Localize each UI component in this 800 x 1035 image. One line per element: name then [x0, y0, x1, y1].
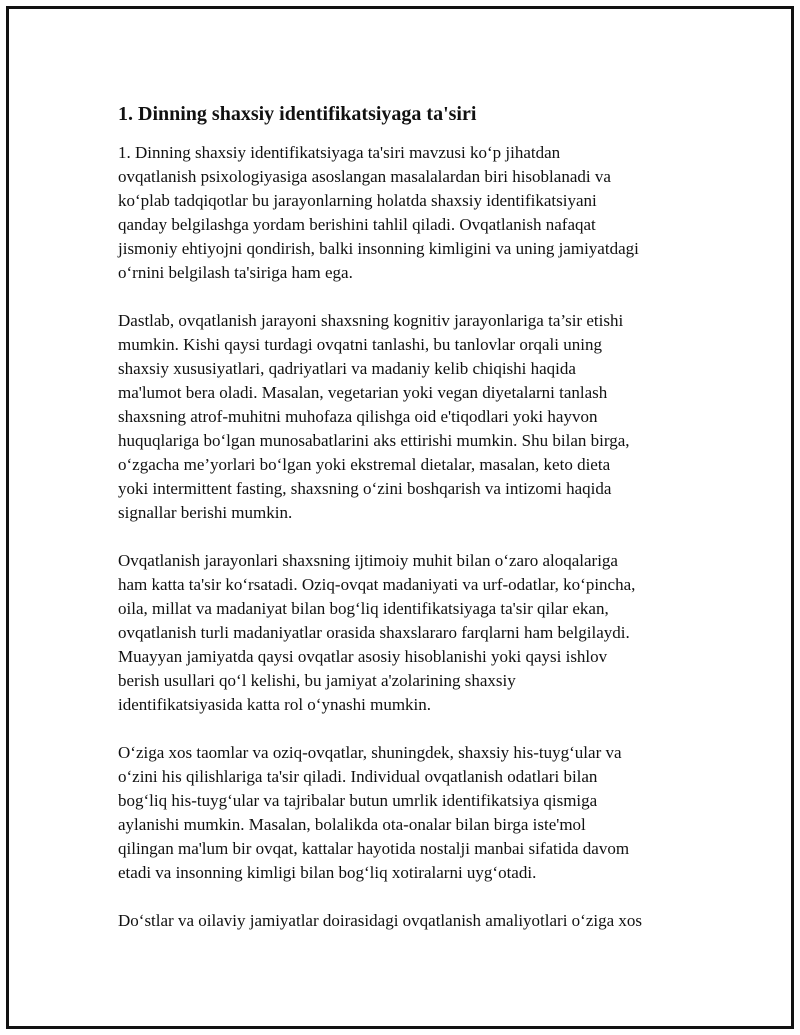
text-line: qanday belgilashga yordam berishini tahlil qiladi. Ovqatlanish nafaqat — [118, 215, 596, 234]
text-line: Muayyan jamiyatda qaysi ovqatlar asosiy hisoblanishi yoki qaysi ishlov — [118, 647, 608, 666]
paragraph-2 — [118, 309, 703, 525]
text-line: mumkin. Kishi qaysi turdagi ovqatni tanlashi, bu tanlovlar orqali uning — [118, 335, 602, 354]
document-body — [118, 100, 703, 957]
text-line: identifikatsiyasida katta rol o‘ynashi mumkin. — [118, 695, 432, 714]
text-line: shaxsning atrof-muhitni muhofaza qilishga oid e'tiqodlari yoki hayvon — [118, 407, 598, 426]
text-line: ham katta ta'sir ko‘rsatadi. Oziq-ovqat madaniyati va urf-odatlar, ko‘pincha, — [118, 575, 636, 594]
text-line: 1. Dinning shaxsiy identifikatsiyaga ta'siri mavzusi ko‘p jihatdan — [118, 143, 561, 162]
text-line: aylanishi mumkin. Masalan, bolalikda ota-onalar bilan birga iste'mol — [118, 815, 586, 834]
text-line: qilingan ma'lum bir ovqat, kattalar hayotida nostalji manbai sifatida davom — [118, 839, 630, 858]
text-line: bog‘liq his-tuyg‘ular va tajribalar butun umrlik identifikatsiya qismiga — [118, 791, 598, 810]
text-line: o‘rnini belgilash ta'siriga ham ega. — [118, 263, 353, 282]
text-line: ovqatlanish psixologiyasiga asoslangan masalalardan biri hisoblanadi va — [118, 167, 611, 186]
text-line: jismoniy ehtiyojni qondirish, balki insonning kimligini va uning jamiyatdagi — [118, 239, 639, 258]
text-line: Dastlab, ovqatlanish jarayoni shaxsning kognitiv jarayonlariga ta’sir etishi — [118, 311, 624, 330]
text-line: etadi va insonning kimligi bilan bog‘liq xotiralarni uyg‘otadi. — [118, 863, 537, 882]
text-line: shaxsiy xususiyatlari, qadriyatlari va madaniy kelib chiqishi haqida — [118, 359, 576, 378]
text-line: signallar berishi mumkin. — [118, 503, 293, 522]
text-line: oila, millat va madaniyat bilan bog‘liq identifikatsiyaga ta'sir qilar ekan, — [118, 599, 609, 618]
text-line: o‘zini his qilishlariga ta'sir qiladi. Individual ovqatlanish odatlari bilan — [118, 767, 598, 786]
paragraph-3 — [118, 549, 703, 717]
text-line: Ovqatlanish jarayonlari shaxsning ijtimoiy muhit bilan o‘zaro aloqalariga — [118, 551, 618, 570]
text-line: ovqatlanish turli madaniyatlar orasida shaxslararo farqlarni ham belgilaydi. — [118, 623, 630, 642]
text-line: o‘zgacha me’yorlari bo‘lgan yoki ekstremal dietalar, masalan, keto dieta — [118, 455, 611, 474]
paragraph-5 — [118, 909, 703, 933]
text-line: O‘ziga xos taomlar va oziq-ovqatlar, shuningdek, shaxsiy his-tuyg‘ular va — [118, 743, 622, 762]
page-frame — [6, 6, 794, 1029]
text-line: ko‘plab tadqiqotlar bu jarayonlarning holatda shaxsiy identifikatsiyani — [118, 191, 597, 210]
text-line: berish usullari qo‘l kelishi, bu jamiyat a'zolarining shaxsiy — [118, 671, 516, 690]
section-heading: 1. Dinning shaxsiy identifikatsiyaga ta'siri — [118, 103, 477, 125]
paragraph-4 — [118, 741, 703, 885]
text-line: huquqlariga bo‘lgan munosabatlarini aks ettirishi mumkin. Shu bilan birga, — [118, 431, 630, 450]
text-line: Do‘stlar va oilaviy jamiyatlar doirasidagi ovqatlanish amaliyotlari o‘ziga xos — [118, 911, 643, 930]
text-line: yoki intermittent fasting, shaxsning o‘zini boshqarish va intizomi haqida — [118, 479, 612, 498]
paragraph-1 — [118, 141, 703, 285]
text-line: ma'lumot bera oladi. Masalan, vegetarian yoki vegan diyetalarni tanlash — [118, 383, 608, 402]
